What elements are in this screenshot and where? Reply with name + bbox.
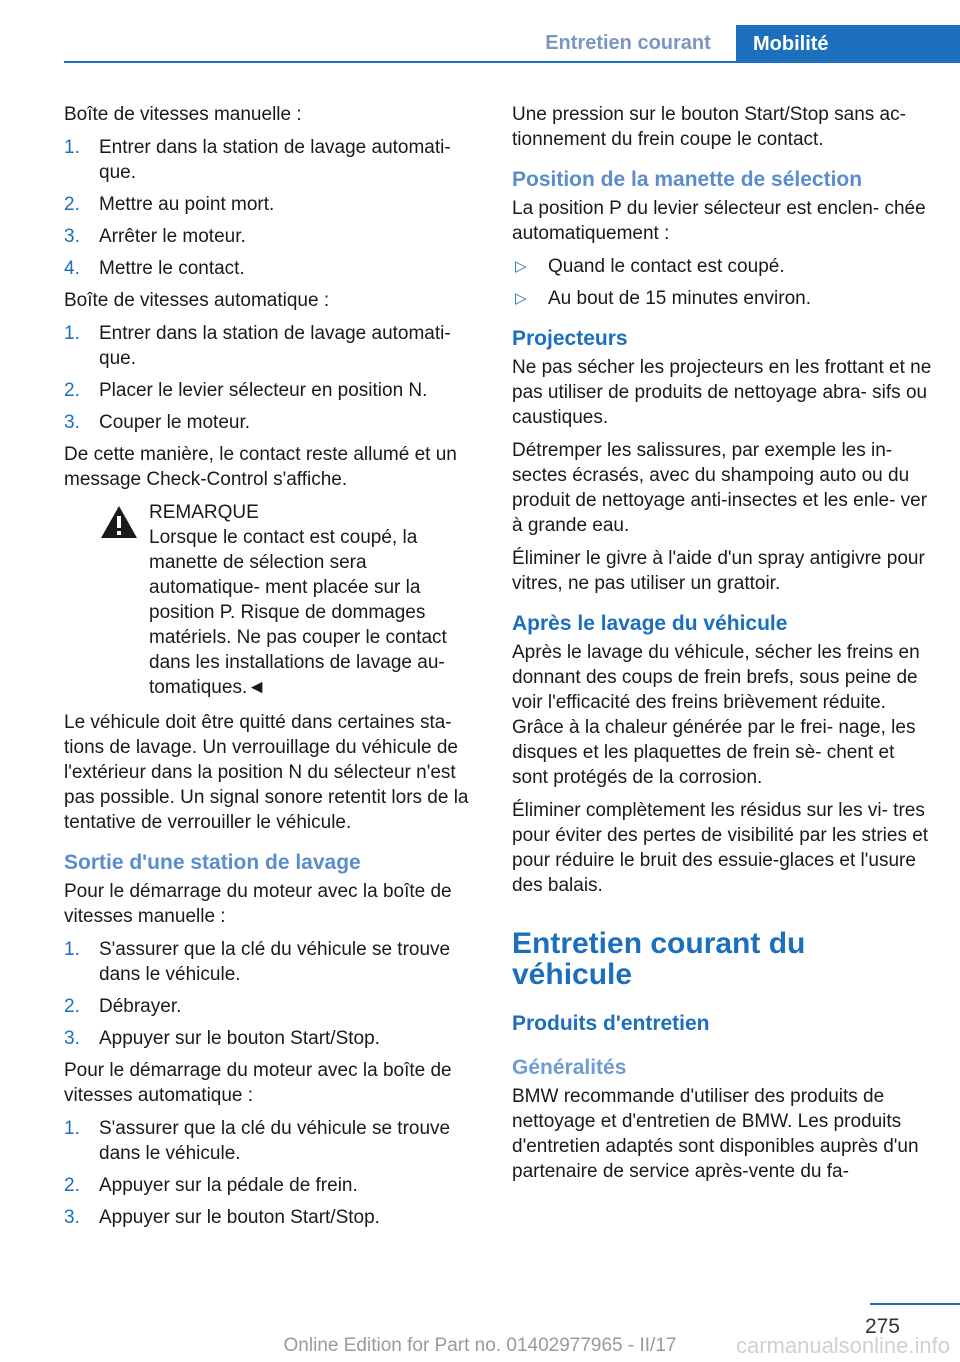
list-item: 1. Entrer dans la station de lavage automati‐ que. [64, 137, 451, 183]
list-item: 3. Arrêter le moteur. [64, 226, 246, 247]
note-title: REMARQUE [149, 502, 259, 523]
after-wash-heading: Après le lavage du véhicule [512, 612, 788, 635]
projectors-paragraph-3: Éliminer le givre à l'aide d'un spray antigivre pour vitres, ne pas utiliser un grattoir. [512, 548, 925, 594]
after-wash-paragraph-1: Après le lavage du véhicule, sécher les freins en donnant des coups de frein brefs, sous peine de voir l'efficacité des freins brièvement réduite. Grâce à la chaleur générée par le frei‐ nage, les disques et les plaquettes de frein sè‐ chent et sont protégés de la corrosion. [512, 642, 920, 788]
edition-text: Online Edition for Part no. 01402977965 - II/17 [283, 1335, 677, 1356]
list-item: 1. Entrer dans la station de lavage automati‐ que. [64, 323, 451, 369]
manual-steps [64, 135, 480, 281]
manual-intro: Boîte de vitesses manuelle : [64, 104, 302, 125]
list-item: ▷ Quand le contact est coupé. [512, 254, 932, 279]
exit-auto-steps [64, 1116, 480, 1230]
note-text: Lorsque le contact est coupé, la manette de sélection sera automatique‐ ment placée sur la position P. Risque de dommages matériels. Ne pas couper le contact dans les installations de lavage au‐ tomatiques.◄ [149, 527, 447, 698]
selector-bullets [512, 254, 932, 311]
list-item: 1. S'assurer que la clé du véhicule se trouve dans le véhicule. [64, 939, 451, 985]
auto-intro: Boîte de vitesses automatique : [64, 290, 330, 311]
list-item: 2. Débrayer. [64, 996, 182, 1017]
tab-mobilite[interactable]: Mobilité [736, 25, 960, 63]
auto-step3-detail: De cette manière, le contact reste allumé et un message Check-Control s'affiche. [64, 444, 457, 490]
list-item: 3. Appuyer sur le bouton Start/Stop. [64, 1028, 380, 1049]
edition-line [0, 1335, 960, 1357]
list-item: 4. Mettre le contact. [64, 258, 245, 279]
general-heading: Généralités [512, 1056, 627, 1079]
footer-rule [870, 1303, 960, 1305]
exit-heading: Sortie d'une station de lavage [64, 851, 361, 874]
list-item: 2. Appuyer sur la pédale de frein. [64, 1175, 358, 1196]
list-item: ▷ Au bout de 15 minutes environ. [512, 286, 932, 311]
warning-triangle-icon [99, 504, 139, 540]
exit-manual-intro: Pour le démarrage du moteur avec la boîte de vitesses manuelle : [64, 881, 452, 927]
triangle-bullet-icon: ▷ [515, 258, 527, 275]
projectors-heading: Projecteurs [512, 327, 628, 350]
list-item: 2. Placer le levier sélecteur en position N. [64, 380, 428, 401]
warning-note [99, 500, 480, 700]
list-item: 1. S'assurer que la clé du véhicule se trouve dans le véhicule. [64, 1118, 451, 1164]
chapter-heading: Entretien courant du véhicule [512, 927, 806, 991]
projectors-paragraph-2: Détremper les salissures, par exemple les in‐ sectes écrasés, avec du shampoing auto ou du produit de nettoyage anti-insectes et les enle‐ ver à grande eau. [512, 440, 928, 536]
leave-vehicle-paragraph: Le véhicule doit être quitté dans certaines sta‐ tions de lavage. Un verrouillage du véhicule de l'extérieur dans la position N du sélecteur n'est pas possible. Un signal sonore retentit lors de la tentative de verrouiller le véhicule. [64, 712, 469, 833]
selector-paragraph: La position P du levier sélecteur est enclen‐ chée automatiquement : [512, 198, 926, 244]
exit-manual-steps [64, 937, 480, 1051]
list-item: 3. Couper le moteur. [64, 412, 251, 433]
left-column [64, 102, 480, 1237]
general-paragraph: BMW recommande d'utiliser des produits de nettoyage et d'entretien de BMW. Les produits d'entretien adaptés sont disponibles auprès d'un partenaire de service après-vente du fa‐ [512, 1086, 919, 1182]
list-item: 3. Appuyer sur le bouton Start/Stop. [64, 1207, 380, 1228]
header-rule [64, 61, 960, 63]
watermark: carmanualsonline.info [735, 1333, 950, 1358]
products-heading: Produits d'entretien [512, 1012, 710, 1035]
tab-entretien-courant[interactable]: Entretien courant [545, 31, 711, 54]
triangle-bullet-icon: ▷ [515, 290, 527, 307]
page-number: 275 [864, 1315, 900, 1338]
start-stop-paragraph: Une pression sur le bouton Start/Stop sans ac‐ tionnement du frein coupe le contact. [512, 104, 906, 150]
after-wash-paragraph-2: Éliminer complètement les résidus sur les vi‐ tres pour éviter des pertes de visibilité par les stries et pour réduire le bruit des essuie-glaces et l'usure des balais. [512, 800, 929, 896]
right-column [512, 102, 932, 1192]
exit-auto-intro: Pour le démarrage du moteur avec la boîte de vitesses automatique : [64, 1060, 452, 1106]
list-item: 2. Mettre au point mort. [64, 194, 275, 215]
selector-heading: Position de la manette de sélection [512, 168, 863, 191]
auto-steps [64, 321, 480, 435]
projectors-paragraph-1: Ne pas sécher les projecteurs en les frottant et ne pas utiliser de produits de nettoyage abra‐ sifs ou caustiques. [512, 357, 932, 428]
